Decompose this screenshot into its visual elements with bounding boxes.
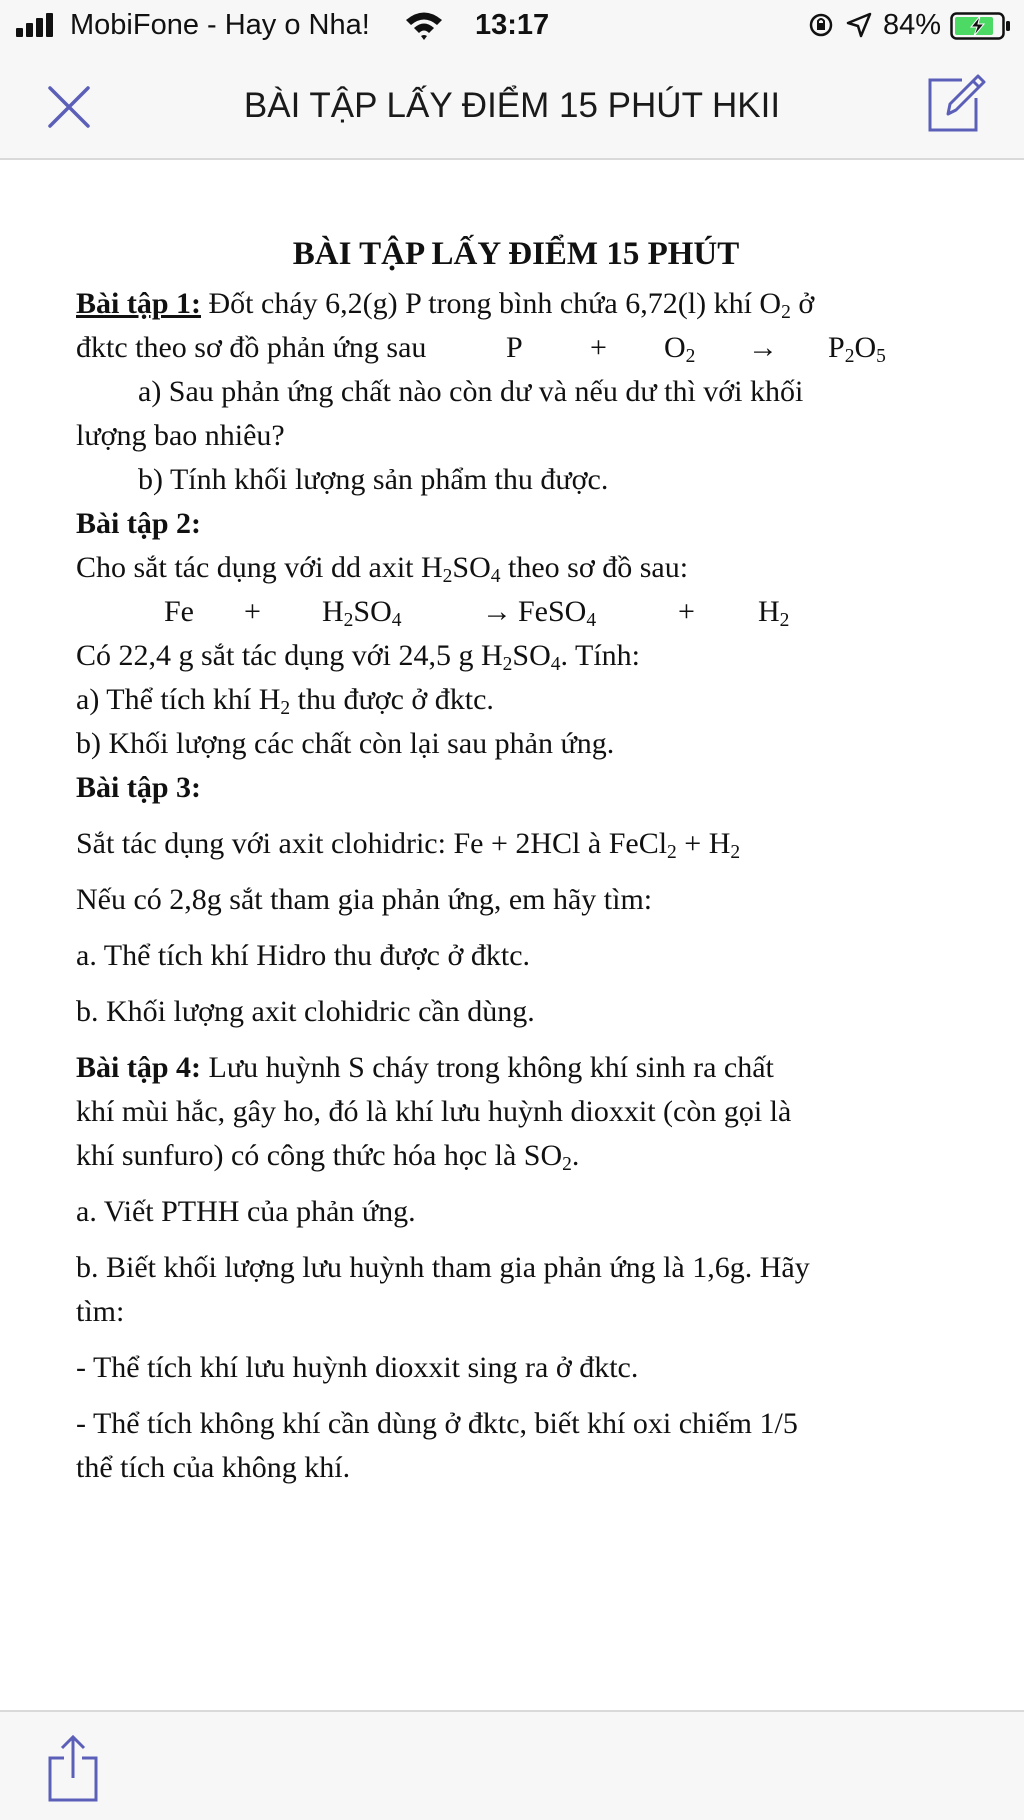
exercise-4-intro-1: Bài tập 4: Lưu huỳnh S cháy trong không khí sinh ra chất [76, 1051, 774, 1084]
status-time: 13:17 [475, 9, 550, 41]
navigation-bar [0, 52, 1024, 160]
exercise-4-intro-2: khí mùi hắc, gây ho, đó là khí lưu huỳnh dioxxit (còn gọi là [76, 1095, 792, 1128]
exercise-1-heading: Bài tập 1: [76, 287, 202, 320]
rotation-lock-icon [808, 12, 834, 38]
wifi-icon [404, 9, 444, 41]
exercise-1-question-a: a) Sau phản ứng chất nào còn dư và nếu dư thì với khối [138, 375, 804, 408]
exercise-2-question-a: a) Thể tích khí $H_2$ thu được ở đktc. [76, 683, 494, 719]
document-title: BÀI TẬP LẤY ĐIỂM 15 PHÚT [292, 236, 740, 272]
exercise-4-intro-3: khí sunfuro) có công thức hóa học là $SO_2$. [76, 1139, 580, 1175]
exercise-1-question-a-cont: lượng bao nhiêu? [76, 419, 285, 452]
exercise-3-heading: Bài tập 3: [76, 771, 202, 804]
bottom-toolbar [0, 1710, 1024, 1820]
exercise-4-detail-2-cont: thể tích của không khí. [76, 1451, 351, 1484]
status-bar [0, 0, 1024, 52]
carrier-name: MobiFone - Hay o Nha! [70, 9, 370, 41]
exercise-2-intro: Cho sắt tác dụng với dd axit $H_2SO_4$ theo sơ đồ sau: [76, 551, 689, 587]
edit-icon[interactable] [926, 72, 988, 134]
document-content [76, 232, 956, 1490]
share-icon[interactable] [46, 1734, 100, 1804]
exercise-4-detail-1: - Thể tích khí lưu huỳnh dioxxit sing ra ở đktc. [76, 1351, 639, 1384]
exercise-3-reaction: Sắt tác dụng với axit clohidric: Fe + 2HCl à FeCl$_2$ + $H_2$ [76, 827, 741, 863]
exercise-1-equation-line: đktc theo sơ đồ phản ứng sau P + $O_2$ → $P_2O_5$ [76, 331, 886, 367]
exercise-1-line-1: Bài tập 1: Đốt cháy 6,2(g) P trong bình chứa 6,72(l) khí $O_2$ ở [76, 287, 815, 323]
close-icon[interactable] [44, 82, 94, 132]
exercise-2-question-b: b) Khối lượng các chất còn lại sau phản ứng. [76, 727, 615, 760]
cellular-signal-icon [16, 13, 60, 37]
exercise-4-question-b-cont: tìm: [76, 1295, 125, 1328]
battery-charging-icon [950, 12, 1012, 40]
exercise-4-detail-2: - Thể tích không khí cần dùng ở đktc, biết khí oxi chiếm 1/5 [76, 1407, 798, 1440]
exercise-3-question-a: a. Thể tích khí Hidro thu được ở đktc. [76, 939, 531, 972]
exercise-2-given: Có 22,4 g sắt tác dụng với 24,5 g $H_2SO_4$. Tính: [76, 639, 640, 675]
exercise-4-question-b: b. Biết khối lượng lưu huỳnh tham gia phản ứng là 1,6g. Hãy [76, 1251, 810, 1284]
exercise-2-equation: Fe + $H_2SO_4$ → FeSO$_4$ + $H_2$ [164, 595, 790, 631]
exercise-3-question-b: b. Khối lượng axit clohidric cần dùng. [76, 995, 535, 1028]
exercise-2-heading: Bài tập 2: [76, 507, 202, 540]
page-title: BÀI TẬP LẤY ĐIỂM 15 PHÚT HKII [243, 86, 781, 125]
exercise-4-question-a: a. Viết PTHH của phản ứng. [76, 1195, 416, 1228]
location-arrow-icon [846, 12, 872, 38]
exercise-1-question-b: b) Tính khối lượng sản phẩm thu được. [138, 463, 609, 496]
exercise-3-given: Nếu có 2,8g sắt tham gia phản ứng, em hãy tìm: [76, 883, 653, 916]
document-viewer [0, 160, 1024, 1710]
exercise-4-heading: Bài tập 4: [76, 1051, 202, 1084]
battery-percentage: 84% [883, 9, 942, 41]
